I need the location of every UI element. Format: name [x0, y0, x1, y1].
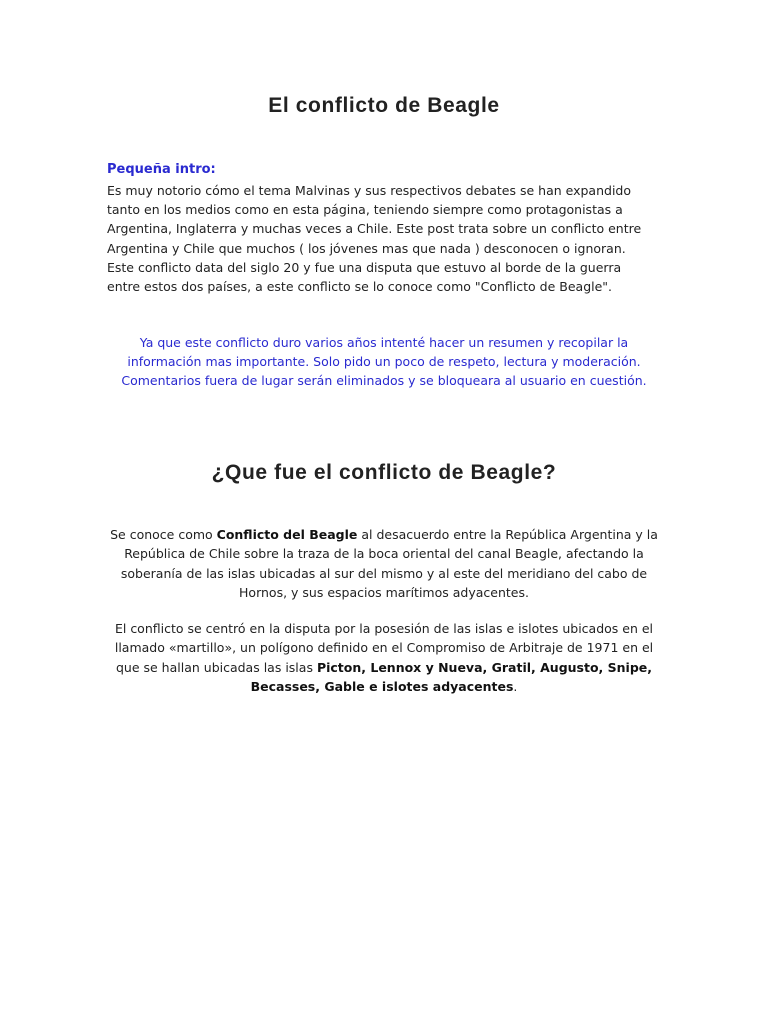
paragraph-line [90, 677, 678, 696]
page-title: El conflicto de Beagle [268, 94, 500, 117]
paragraph-line: llamado «martillo», un polígono definido en el Compromiso de Arbitraje de 1971 en el [114, 640, 654, 656]
dispute-paragraph [90, 619, 678, 696]
notice-line: información mas importante. Solo pido un poco de respeto, lectura y moderación. [127, 354, 641, 370]
bold-islands: Becasses, Gable e islotes adyacentes [250, 678, 514, 694]
intro-paragraph [107, 181, 652, 296]
paragraph-line: soberanía de las islas ubicadas al sur del mismo y al este del meridiano del cabo de [120, 565, 648, 581]
intro-line: tanto en los medios como en esta página, teniendo siempre como protagonistas a [107, 202, 623, 218]
definition-paragraph [90, 525, 678, 602]
intro-line: Es muy notorio cómo el tema Malvinas y sus respectivos debates se han expandido [107, 183, 632, 198]
paragraph-line: Hornos, y sus espacios marítimos adyacentes. [239, 584, 529, 600]
intro-line: Argentina y Chile que muchos ( los jóvenes mas que nada ) desconocen o ignoran. [107, 240, 626, 256]
bold-term: Conflicto del Beagle [216, 527, 358, 542]
intro-line: entre estos dos países, a este conflicto se lo conoce como "Conflicto de Beagle". [107, 279, 613, 295]
bold-islands: Picton, Lennox y Nueva, Gratil, Augusto, Snipe, [316, 659, 653, 675]
text-run: al desacuerdo entre la República Argentina y la [357, 527, 658, 542]
moderation-notice [100, 333, 668, 391]
paragraph-line: El conflicto se centró en la disputa por la posesión de las islas e islotes ubicados en el [114, 621, 654, 636]
intro-line: Argentina, Inglaterra y muchas veces a Chile. Este post trata sobre un conflicto entre [107, 221, 642, 237]
text-run: . [513, 678, 518, 694]
paragraph-line: República de Chile sobre la traza de la boca oriental del canal Beagle, afectando la [124, 546, 644, 562]
paragraph-line [90, 658, 678, 677]
notice-line: Ya que este conflicto duro varios años intenté hacer un resumen y recopilar la [139, 335, 629, 350]
text-run: que se hallan ubicadas las islas [115, 659, 317, 675]
section-title: ¿Que fue el conflicto de Beagle? [211, 461, 557, 484]
intro-label: Pequeña intro: [107, 162, 216, 177]
paragraph-line [90, 525, 678, 544]
text-run: Se conoce como [110, 527, 217, 542]
intro-line: Este conflicto data del siglo 20 y fue una disputa que estuvo al borde de la guerra [107, 259, 622, 275]
notice-line: Comentarios fuera de lugar serán eliminados y se bloqueara al usuario en cuestión. [121, 373, 647, 389]
